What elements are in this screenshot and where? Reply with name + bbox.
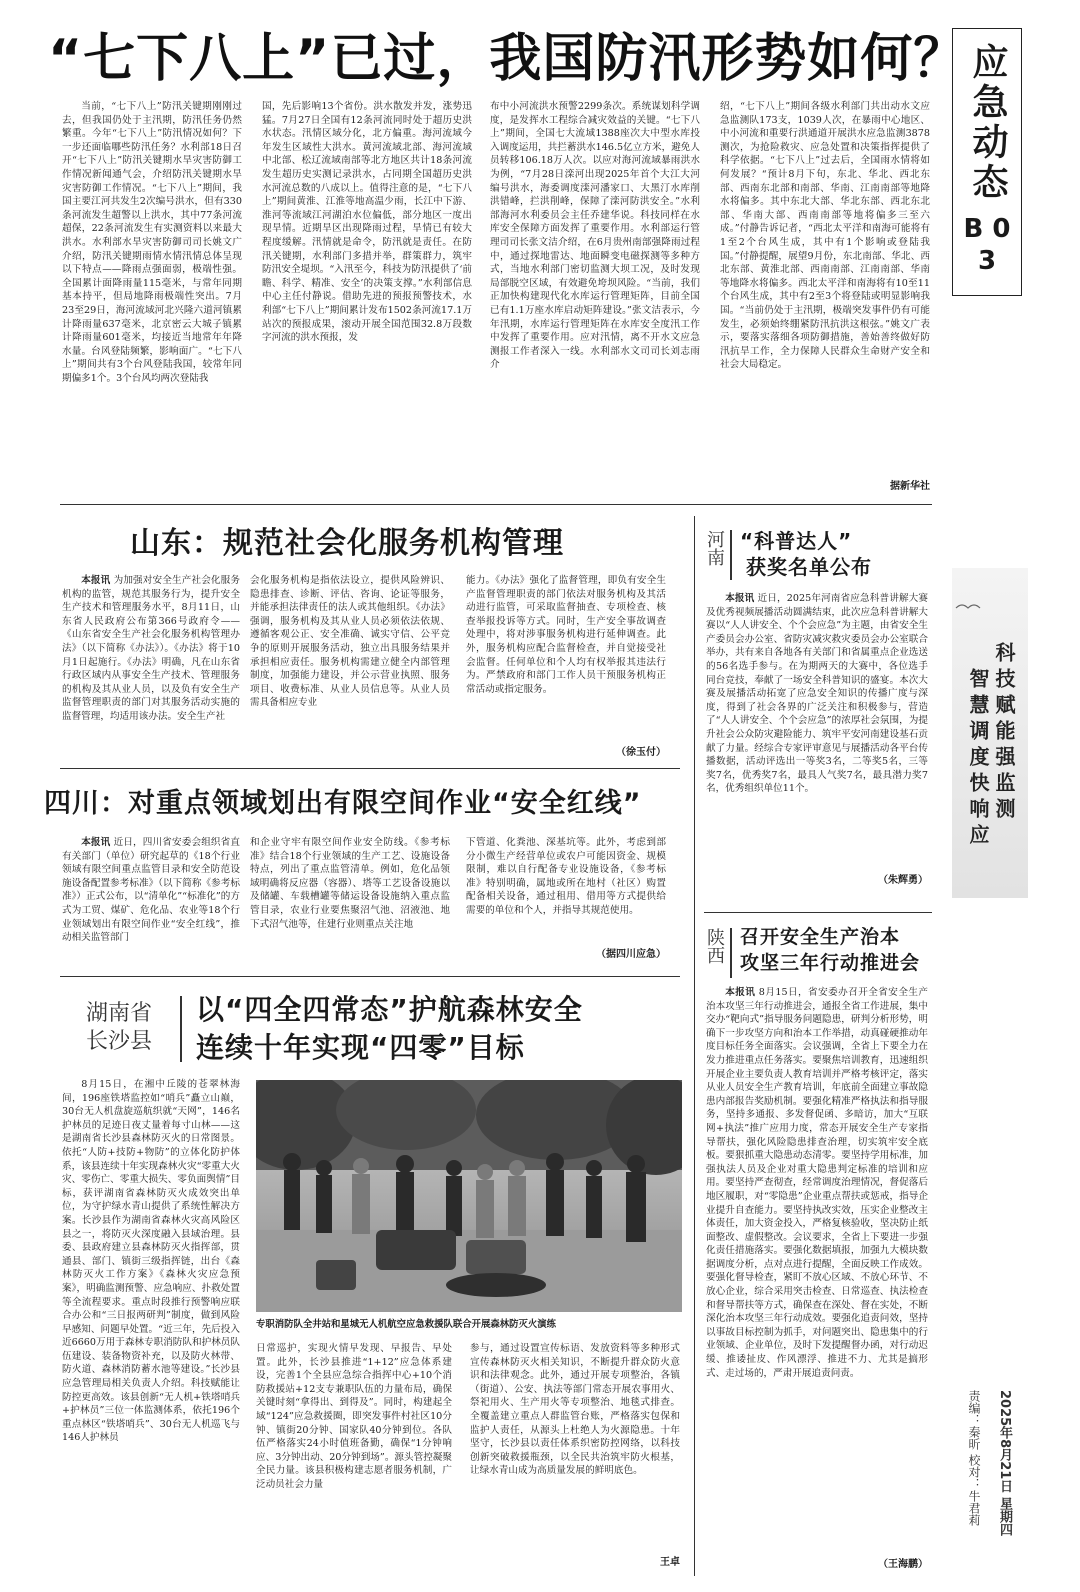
henan-bottom-rule	[704, 912, 932, 913]
drill-scene-illustration	[256, 1080, 682, 1312]
feature-banner	[952, 568, 1028, 898]
feature-slogan-2: 智慧调度快响应	[966, 668, 990, 850]
sichuan-column-3: 下管道、化粪池、深基坑等。此外，考虑到部分小微生产经营单位或农户可能因资金、规模限制，难以自行配备专业设施设备，《参考标准》特别明确，属地或所在地村（社区）购置配备相关设备，通过租用、借用等方式提供给需要的单位和个人，并指导其规范使用。	[466, 837, 666, 916]
page-code: B 03	[963, 214, 1011, 276]
feature-slogan-1: 科技赋能强监测	[992, 642, 1016, 824]
photo-caption: 专职消防队全井站和星城无人机航空应急救援队联合开展森林防灭火演练	[256, 1319, 557, 1330]
sichuan-lead-tag: 本报讯	[81, 837, 111, 848]
henan-region-divider	[730, 530, 732, 580]
lead-story-column-2: 国，先后影响13个省份。洪水散发并发，涨势迅猛。7月27日全国有12条河流同时处于超历史洪水状态。汛情区域分化，北方偏重。海河流域今年发生区域性大洪水。黄河流域北部、海河流域中北部、松辽流域南部等北方地区共计18条河流发生超历史实测记录洪水，占同期全国超历史洪水河流总数的八成以上。值得注意的是，“七下八上”期间黄淮、江淮等地高温少雨，长江中下游、淮河等流域江河湖泊水位偏低，部分地区一度出现旱情。近期旱区出现降雨过程，旱情已有较大程度缓解。汛情就是命令，防汛就是责任。在防汛关键期，水利部门多措并举，群策群力，筑牢防汛安全堤坝。“入汛至今，科技为防汛提供了‘前瞻、科学、精准、安全’的决策支撑。”水利部信息中心主任付静说。借助先进的预报预警技术，水利部“七下八上”期间累计发布1502条河流17.1万站次的预报成果，滚动开展全国范围32.8万段数字河流的洪水预报，发	[262, 101, 472, 344]
lead-story-column-1: 当前，“七下八上”防汛关键期刚刚过去，但我国仍处于主汛期，防汛任务仍然繁重。今年“七下八上”防汛情况如何？下一步还面临哪些防汛任务？水利部18日召开“七下八上”防汛关键期水旱灾害防御工作情况新闻通气会，介绍防汛关键期水旱灾害防御工作情况。“七下八上”期间，我国主要江河共发生2次编号洪水，但有330条河流发生超警以上洪水，其中77条河流超保，22条河流发生有实测资料以来最大洪水。水利部水旱灾害防御司司长姚文广介绍，防汛关键期雨情水情汛情总体呈现以下特点——降雨点强面弱，极端性强。全国累计面降雨量115毫米，与常年同期基本持平，但局地降雨极端性突出。7月23至29日，海河流域河北兴隆六道河镇累计降雨量637毫米，北京密云大城子镇累计降雨量601毫米，均接近当地常年年降水量。台风登陆频繁，影响面广。“七下八上”期间共有3个台风登陆我国，较常年同期偏多1个。3个台风均两次登陆我	[62, 101, 242, 384]
firefighting-drill-photo	[256, 1080, 682, 1312]
lead-story-column-3: 布中小河流洪水预警2299条次。系统谋划科学调度，是发挥水工程综合减灾效益的关键。“七下八上”期间，全国七大流域1388座次大中型水库投入调度运用，共拦蓄洪水146.5亿立方米，避免人员转移106.18万人次。以应对海河流域暴雨洪水为例，“7月28日滦河出现2025年首个大江大河编号洪水，海委调度滦河潘家口、大黑汀水库削洪错峰，拦洪削峰，保障了滦河防洪安全。”水利部海河水利委员会主任乔建华说。科技同样在水库安全保障方面发挥了重要作用。水利部运行管理司司长张文洁介绍，在6月贵州南部强降雨过程中，通过探地雷达、地面瞬变电磁探测等多种方式，当地水利部门密切监测大坝工况，及时发现局部脱空区域，有效避免垮坝风险。“当前，我们正加快构建现代化水库运行管理矩阵，目前全国已有1.1万座水库启动矩阵建设。”张文洁表示，今年汛期，水库运行管理矩阵在水库安全度汛工作中发挥了重要作用。应对汛情，离不开水文应急测报工作者深入一线。水利部水文司司长刘志雨介	[490, 101, 700, 371]
shandong-column-1: 本报讯 为加强对安全生产社会化服务机构的监管，规范其服务行为，提升安全生产技术和管理服务水平，8月11日，山东省人民政府公布第366号政府令——《山东省安全生产社会化服务机构管理办法》（以下简称《办法》）。《办法》将于10月1日起施行。《办法》明确，凡在山东省行政区域内从事安全生产技术、管理服务的机构及其从业人员，以及负有安全生产监督管理职责的部门对其服务活动实施的监督管理，均适用该办法。安全生产社	[62, 575, 240, 722]
henan-body: 本报讯 近日，2025年河南省应急科普讲解大赛及优秀视频展播活动圆满结束，此次应急科普讲解大赛以“人人讲安全、个个会应急”为主题，由省安全生产委员会办公室、省防灾减灾救灾委员会办公室联合举办，共有来自各地各有关部门和省属重点企业选送的56名选手参与。在为期两天的大赛中，各位选手同台竞技，奉献了一场安全科普知识的盛宴。本次大赛及展播活动拓宽了应急安全知识的传播广度与深度，得到了社会各界的广泛关注和积极参与，营造了“人人讲安全、个个会应急”的浓厚社会氛围，为提升社会公众防灾避险能力、筑牢平安河南建设基石贡献了力量。经综合专家评审意见与展播活动各平台传播数据，活动评选出一等奖3名，二等奖5名，三等奖7名，优秀奖7名，最具人气奖7名，最具潜力奖7名，优秀组织单位11个。	[706, 593, 928, 795]
sichuan-source: （据四川应急）	[596, 949, 666, 960]
shandong-headline: 山东：规范社会化服务机构管理	[130, 526, 564, 561]
shandong-lead-tag: 本报讯	[81, 575, 111, 586]
shandong-source: （徐玉付）	[616, 747, 666, 758]
shaanxi-headline-line2: 攻坚三年行动推进会	[740, 952, 921, 974]
sichuan-column-1: 本报讯 近日，四川省安委会组织省直有关部门（单位）研究起草的《18个行业领域有限空间重点监管目录和安全防范设施设备配置参考标准》（以下简称《参考标准》）正式公布，以“清单化”“标准化”的方式为工贸、煤矿、危化品、农业等18个行业领域划出有限空间作业“安全红线”，推动相关监管部门	[62, 837, 240, 944]
bird-icon	[952, 588, 1028, 628]
shaanxi-source: （王海鹏）	[878, 1559, 928, 1570]
henan-headline-line2: 获奖名单公布	[746, 555, 872, 579]
section-header-box	[952, 28, 1022, 296]
right-column-divider	[694, 516, 695, 1576]
changsha-headline-line2: 连续十年实现“四零”目标	[196, 1031, 525, 1064]
changsha-headline-line1: 以“四全四常态”护航森林安全	[196, 993, 583, 1026]
henan-region-label: 河南	[704, 530, 725, 566]
issue-date: 2025年8月21日 星期四	[997, 1390, 1012, 1536]
shaanxi-lead-tag: 本报讯	[725, 987, 756, 998]
section-title: 应急动态	[967, 43, 1008, 203]
henan-lead-tag: 本报讯	[725, 593, 755, 604]
changsha-region-divider	[180, 996, 182, 1062]
shandong-column-3: 能力。《办法》强化了监督管理，即负有安全生产监督管理职责的部门依法对服务机构及其活动进行监管，可采取监督抽查、专项检查、核查举报投诉等方式。同时，生产安全事故调查处理中，将对涉事服务机构进行延伸调查。此外，服务机构应配合监督检查，并自觉接受社会监督。任何单位和个人均有权举报其违法行为。严禁政府和部门工作人员干预服务机构正常活动或指定服务。	[466, 575, 666, 695]
shandong-bottom-rule	[60, 768, 680, 769]
changsha-source: 王卓	[660, 1557, 680, 1568]
sichuan-column-2: 和企业守牢有限空间作业安全防线。《参考标准》结合18个行业领域的生产工艺、设施设备特点，列出了重点监管清单。例如，危化品领域明确将反应器（容器）、塔等工艺设备设施以及储罐、车载槽罐等储运设备设施纳入重点监管目录，农业行业要焦聚沼气池、沼液池、地下式沼气池等，住建行业则重点关注地	[250, 837, 450, 930]
henan-source: （朱辉勇）	[878, 875, 928, 886]
lead-headline: “七下八上”已过，我国防汛形势如何？	[48, 29, 967, 89]
shaanxi-body: 本报讯 8月15日，省安委办召开全省安全生产治本攻坚三年行动推进会，通报全省工作进展，集中交办“靶向式”指导服务问题隐患，研判分析形势，明确下一步攻坚方向和治本工作举措，动真碰硬推动年度目标任务全面落实。会议强调，全省上下要全力在发力推进重点任务落实。要聚焦培训教育，迅速组织开展企业主要负责人教育培训并严格考核评定，落实从业人员安全生产教育培训，年底前全面建立事故隐患内部报告奖励机制。要强化精准严格执法和指导服务，坚持多通报、多发督促函、多暗访，加大“互联网+执法”推广应用力度，常态开展安全生产专家指导帮扶，强化风险隐患排查治理，切实筑牢安全底板。要狠抓重大隐患动态清零。要坚持学用标准，加强执法人员及企业对重大隐患判定标准的培训和应用。要坚持严查彻查，经常调度治理情况，督促落后地区履职，对“零隐患”企业重点帮扶或惩戒，指导企业提升自查能力。要坚持执改实效，压实企业整改主体责任，加大资金投入，严格复核验收，坚决防止纸面整改、虚假整改。会议要求，全省上下要进一步强化责任措施落实。要强化数据填报，加强九大模块数据调度分析，点对点进行提醒，全面反映工作成效。要强化督导检查，紧盯不放心区域、不放心环节、不放心企业，综合采用突击检查、日常巡查、执法检查和督导帮扶等方式，确保查在深处、督在实处，不断深化治本攻坚三年行动成效。要强化追责问效，坚持以事故目标控制为抓手，对问题突出、隐患集中的行业领域、企业单位，及时下发提醒督办函，对行动迟缓、推诿扯皮、作风漂浮、推进不力、尤其是搞形式、走过场的，严肃开展追责问责。	[706, 987, 928, 1379]
lead-story-bottom-rule	[60, 504, 932, 505]
changsha-column-1: 8月15日，在湘中丘陵的苍翠林海间，196座铁塔监控如“哨兵”矗立山巅，30台无人机盘旋巡航织就“天网”，146名护林员的足迹日夜丈量着每寸山林——这是湖南省长沙县森林防灭火的日常图景。依托“人防+技防+物防”的立体化防护体系，该县连续十年实现森林火灾“零重大火灾、零伤亡、零重大损失、零负面舆情”目标，获评湖南省森林防灭火成效突出单位，为守护绿水青山提供了系统性解决方案。长沙县作为湖南省森林火灾高风险区县之一，将防灭火深度融入县域治理。县委、县政府建立县森林防灭火指挥部，贯通县、部门、镇街三级指挥链，出台《森林防灭火工作方案》《森林火灾应急预案》，明确监测预警、应急响应、扑救处置等全流程要求。重点时段推行预警响应联合办公和“三日报两研判”制度，做到风险早感知、问题早处置。“近三年，先后投入近6660万用于森林专职消防队和护林员队伍建设、装备物资补充，以及防火林带、防火道、森林消防蓄水池等建设。”长沙县应急管理局相关负责人介绍。科技赋能让防控更高效。该县创新“无人机+铁塔哨兵+护林员”三位一体监测体系，依托196个重点林区“铁塔哨兵”、30台无人机巡飞与146人护林员	[62, 1079, 240, 1444]
changsha-region-label: 湖南省长沙县	[86, 1001, 153, 1054]
henan-headline-line1: “科普达人”	[740, 529, 853, 553]
shaanxi-region-label: 陕西	[704, 928, 725, 964]
shandong-column-2: 会化服务机构是指依法设立，提供风险辨识、隐患排查、诊断、评估、咨询、论证等服务，并能承担法律责任的法人或其他组织。《办法》强调，服务机构及其从业人员必须依法依规、遵循客观公正、安全准确、诚实守信、公平竞争的原则开展服务活动，独立出具服务结果并承担相应责任。服务机构需建立健全内部管理制度，加强能力建设，并公示营业执照、服务项目、收费标准、从业人员信息等。从业人员需具备相应专业	[250, 575, 450, 709]
lead-story-source: 据新华社	[890, 481, 930, 492]
sichuan-headline: 四川：对重点领域划出有限空间作业“安全红线”	[44, 788, 642, 819]
shaanxi-region-divider	[730, 928, 732, 978]
changsha-column-3: 参与，通过设置宣传标语、发放资料等多种形式宣传森林防灭火相关知识，不断提升群众防火意识和法律观念。此外，通过开展专项整治，各镇（街道）、公安、执法等部门常态开展农事用火、祭祀用火、生产用火等专项整治、地毯式排查。全覆盖建立重点人群监管台账，严格落实包保和监护人责任，从源头上杜绝人为火源隐患。十年坚守，长沙县以责任体系织密防控网络，以科技创新突破救援瓶颈，以全民共治筑牢防火根基，让绿水青山成为高质量发展的鲜明底色。	[470, 1343, 680, 1477]
sichuan-bottom-rule	[60, 976, 680, 977]
editor-credits: 责编：秦昕 校对：牛君莉	[967, 1390, 981, 1526]
shaanxi-headline-line1: 召开安全生产治本	[740, 926, 901, 948]
changsha-column-2: 日常巡护，实现火情早发现、早报告、早处置。此外，长沙县推进“1+12”应急体系建设，完善1个全县应急综合指挥中心+10个消防救援站+12支专兼职队伍的力量布局，确保关键时刻“拿得出、到得及”。同时，构建起全域“124”应急救援圈，即突发事件村社区10分钟、镇街20分钟、国家队40分钟到位。各队伍严格落实24小时值班备勤，确保“1分钟响应、3分钟出动、20分钟到场”。源头管控凝聚全民力量。该县积极构建志愿者服务机制，广泛动员社会力量	[256, 1343, 452, 1490]
lead-story-column-4: 绍，“七下八上”期间各级水利部门共出动水文应急监测队173支，1039人次，在暴雨中心地区、中小河流和重要行洪通道开展洪水应急监测3878测次，为抢险救灾、应急处置和决策指挥提供了科学依据。“七下八上”过去后，全国雨水情将如何发展？“预计8月下旬，东北、华北、西北东部、西南东北部和南部、华南、江南南部等地降水将偏多。其中东北大部、华北东部、西北东北部、华南大部、西南南部等地将偏多三至六成。”付静告诉记者，“西北太平洋和南海可能将有1至2个台风生成，其中有1个影响或登陆我国。”付静提醒，展望9月份，东北南部、华北、西北东部、黄淮北部、西南南部、江南南部、华南等地降水将偏多。西北太平洋和南海将有10至11个台风生成，其中有2至3个将登陆或明显影响我国。“当前仍处于主汛期，极端突发事件仍有可能发生，必须始终绷紧防汛抗洪这根弦。”姚文广表示，要落实落细各项防御措施，善始善终做好防汛抗旱工作，全力保障人民群众生命财产安全和社会大局稳定。	[720, 101, 930, 371]
